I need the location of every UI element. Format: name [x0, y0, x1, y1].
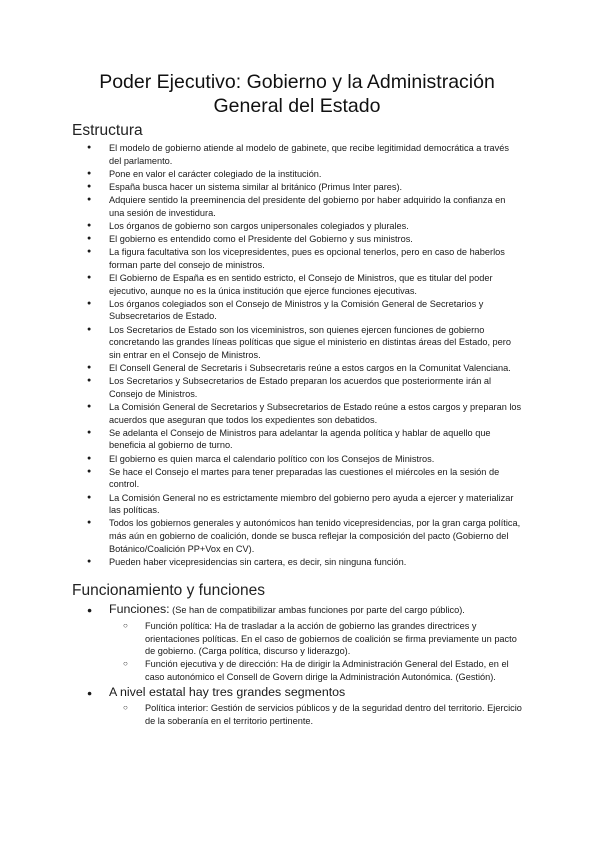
list-item: ● España busca hacer un sistema similar al británico (Primus Inter pares). — [72, 181, 522, 194]
list-item: ● Adquiere sentido la preeminencia del presidente del gobierno por haber adquirido la confianza en una sesión de investidura. — [72, 194, 522, 219]
section-heading-funcionamiento: Funcionamiento y funciones — [72, 582, 266, 600]
sub-list-item: ○ Política interior: Gestión de servicios públicos y de la seguridad dentro del territorio. Ejercicio de la soberanía en el territorio pertinente. — [108, 702, 522, 727]
funcionamiento-list — [72, 602, 522, 727]
list-item: ● Se hace el Consejo el martes para tener preparadas las cuestiones el miércoles en la sesión de control. — [72, 466, 522, 491]
list-item: ● El Gobierno de España es en sentido estricto, el Consejo de Ministros, que es titular del poder ejecutivo, aunque no es la única institución que ejerce funciones ejecutivas. — [72, 272, 522, 297]
list-item: ● El modelo de gobierno atiende al modelo de gabinete, que recibe legitimidad democrática a través del parlamento. — [72, 142, 522, 167]
funciones-note: (Se han de compatibilizar ambas funciones por parte del cargo público). — [169, 605, 465, 616]
list-item: ● Los órganos de gobierno son cargos unipersonales colegiados y plurales. — [72, 220, 522, 233]
list-item: ● Pueden haber vicepresidencias sin cartera, es decir, sin ninguna función. — [72, 556, 522, 569]
list-item: ● La figura facultativa son los vicepresidentes, pues es opcional tenerlos, pero en caso de haberlos forman parte del consejo de ministros. — [72, 246, 522, 271]
list-item: ● Todos los gobiernos generales y autonómicos han tenido vicepresidencias, por la gran carga política, más aún en gobierno de coalición, donde se busca reflejar la composición del pacto (Gobierno del Botánico/Coalición PP+Vox en CV). — [72, 517, 522, 555]
sub-list-item: ○ Función política: Ha de trasladar a la acción de gobierno las grandes directrices y orientaciones políticas. En el caso de gobiernos de coalición se firma previamente un pacto de gobierno. (Carga política, discurso y liderazgo). — [108, 620, 522, 658]
section-heading-estructura: Estructura — [72, 122, 143, 139]
list-item: ● El gobierno es entendido como el Presidente del Gobierno y sus ministros. — [72, 233, 522, 246]
list-item: ● La Comisión General de Secretarios y Subsecretarios de Estado reúne a estos cargos y preparan los acuerdos que aseguran que todos los expedientes son debatidos. — [72, 401, 522, 426]
sub-list-item: ○ Función ejecutiva y de dirección: Ha de dirigir la Administración General del Estado, en el caso autonómico el Consell de Govern dirige la Administración Autonómica. (Gestión). — [108, 658, 522, 683]
segmentos-sublist — [72, 702, 522, 727]
list-item: ● Los órganos colegiados son el Consejo de Ministros y la Comisión General de Secretarios y Subsecretarios de Estado. — [72, 298, 522, 323]
list-item: ● Pone en valor el carácter colegiado de la institución. — [72, 168, 522, 181]
list-item-funciones — [72, 602, 522, 683]
list-item: ● La Comisión General no es estrictamente miembro del gobierno pero ayuda a ejercer y materializar las políticas. — [72, 492, 522, 517]
document-title: Poder Ejecutivo: Gobierno y la Administración General del Estado — [99, 71, 495, 117]
list-item: ● Los Secretarios de Estado son los viceministros, son quienes ejercen funciones de gobierno concretando las grandes líneas políticas que sigue el ministerio en distintas áreas del Estado, pero sin entrar en el Consejo de Ministros. — [72, 324, 522, 362]
estructura-list — [72, 142, 522, 568]
segmentos-label: A nivel estatal hay tres grandes segmentos — [109, 685, 346, 700]
list-item: ● El gobierno es quien marca el calendario político con los Consejos de Ministros. — [72, 453, 522, 466]
list-item: ● Los Secretarios y Subsecretarios de Estado preparan los acuerdos que posteriormente irán al Consejo de Ministros. — [72, 375, 522, 400]
funciones-sublist — [72, 620, 522, 683]
list-item: ● Se adelanta el Consejo de Ministros para adelantar la agenda política y hablar de aquello que beneficia al gobierno de turno. — [72, 427, 522, 452]
list-item-segmentos — [72, 685, 522, 727]
funciones-label: Funciones: — [109, 602, 170, 617]
list-item: ● El Consell General de Secretaris i Subsecretaris reúne a estos cargos en la Comunitat Valenciana. — [72, 362, 522, 375]
